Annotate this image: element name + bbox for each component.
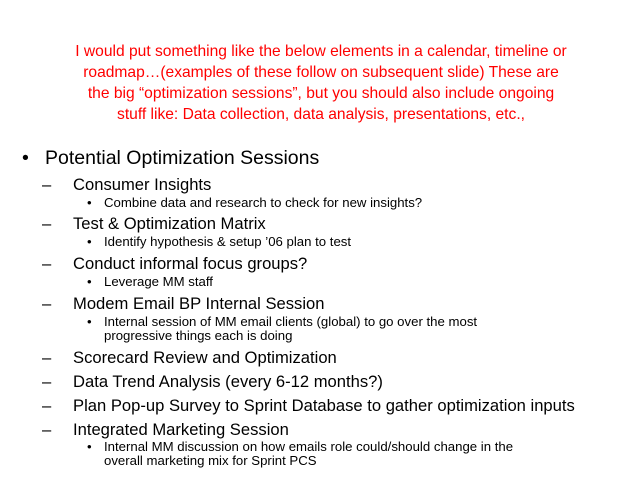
- outline-item-label: Scorecard Review and Optimization: [73, 348, 337, 367]
- outline-subitem-text: Combine data and research to check for new insights?: [104, 195, 423, 210]
- bullet-icon: •: [87, 274, 92, 289]
- dash-icon: –: [42, 372, 52, 391]
- bullet-icon: •: [87, 314, 92, 329]
- outline-subitem-text: Internal MM discussion on how emails role could/should change in the: [104, 439, 514, 454]
- outline-item-label: Consumer Insights: [73, 175, 212, 194]
- note-line: the big “optimization sessions”, but you should also include ongoing: [87, 85, 555, 102]
- outline-subitem-text: Leverage MM staff: [104, 274, 213, 289]
- outline-subitem-text: overall marketing mix for Sprint PCS: [104, 453, 317, 468]
- dash-icon: –: [42, 420, 52, 439]
- outline-item-label: Integrated Marketing Session: [73, 420, 289, 439]
- outline-item-label: Plan Pop-up Survey to Sprint Database to gather optimization inputs: [73, 396, 575, 415]
- note-line: roadmap…(examples of these follow on subsequent slide) These are: [83, 64, 559, 81]
- note-line: I would put something like the below elements in a calendar, timeline or: [75, 43, 567, 60]
- outline-item-label: Data Trend Analysis (every 6-12 months?): [73, 372, 383, 391]
- bullet-icon: •: [22, 147, 29, 169]
- bullet-icon: •: [87, 234, 92, 249]
- outline-item-label: Modem Email BP Internal Session: [73, 294, 325, 313]
- outline-subitem-text: Identify hypothesis & setup ’06 plan to test: [104, 234, 352, 249]
- note-line: stuff like: Data collection, data analysis, presentations, etc.,: [117, 106, 525, 123]
- outline-subitem-text: progressive things each is doing: [104, 328, 293, 343]
- dash-icon: –: [42, 348, 52, 367]
- dash-icon: –: [42, 254, 52, 273]
- outline-item-label: Test & Optimization Matrix: [73, 214, 266, 233]
- outline-subitem-text: Internal session of MM email clients (global) to go over the most: [104, 314, 478, 329]
- bullet-icon: •: [87, 195, 92, 210]
- outline-item-label: Conduct informal focus groups?: [73, 254, 308, 273]
- instruction-note: [40, 41, 602, 125]
- dash-icon: –: [42, 294, 52, 313]
- dash-icon: –: [42, 396, 52, 415]
- outline-heading-text: Potential Optimization Sessions: [45, 147, 320, 169]
- dash-icon: –: [42, 175, 52, 194]
- dash-icon: –: [42, 214, 52, 233]
- bullet-icon: •: [87, 439, 92, 454]
